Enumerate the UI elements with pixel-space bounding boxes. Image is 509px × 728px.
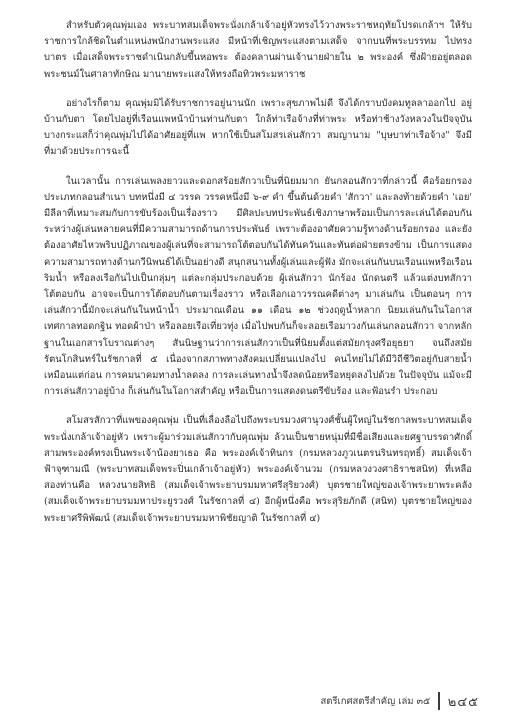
page-footer xyxy=(320,690,479,712)
article-body xyxy=(44,18,472,527)
paragraph: อย่างไรก็ตาม คุณพุ่มมิได้รับราชการอยู่นานนัก เพราะสุขภาพไม่ดี จึงได้กราบบังคมทูลลาออกไป อยู่บ้านกับตา โดยไปอยู่ที่เรือนแพหน้าบ้านท่านกับตา ใกล้ท่าเรือจ้างที่ท่าพระ หรือท่าช้างวังหลวงในปัจจุบัน บางกระแสก็ว่าคุณพุ่มไปได้อาศัยอยู่ที่แพ หากใช้เป็นสโมสรเล่นสักวา สมญานาม "บุษบาท่าเรือจ้าง" จึงมีที่มาด้วยประการฉะนี้ xyxy=(44,97,472,158)
paragraph: ในเวลานั้น การเล่นเพลงยาวและดอกสร้อยสักวาเป็นที่นิยมมาก ยันกลอนสักวาที่กล่าวนี้ คือร้อยกรองประเภทกลอนสำเนา บทหนึ่งมี ๔ วรรค วรรคหนึ่งมี ๖-๙ คำ ขึ้นต้นด้วยคำ 'สักวา' และลงท้ายด้วยคำ 'เอย' มีลีลาที่เหมาะสมกับการขับร้องเป็นเรื่องราว มีศิลปะบทประพันธ์เชิงภาษาพร้อมเป็นการละเล่นได้ตอบกันระหว่างผู้เล่นหลายคนที่มีความสามารถด้านการประพันธ์ เพราะต้องอาศัยความรู้ทางด้านร้อยกรอง และยังต้องอาศัยไหวพริบปฏิภาณของผู้เล่นที่จะสามารถโต้ตอบกันได้ทันควันและทันต่อฝ่ายตรงข้าม เป็นการแสดงความสามารถทางด้านกวีนิพนธ์ได้เป็นอย่างดี สนุกสนานทั้งผู้เล่นและผู้ฟัง มักจะเล่นกันบนเรือนแพหรือเรือนริมน้ำ หรือลงเรือกันไปเป็นกลุ่มๆ แต่ละกลุ่มประกอบด้วย ผู้เล่นสักวา นักร้อง นักดนตรี แล้วแต่งบทสักวาโต้ตอบกัน อาจจะเป็นการโต้ตอบกันตามเรื่องราว หรือเลือกเอาวรรณคดีต่างๆ มาเล่นกัน เป็นตอนๆ การเล่นสักวานี้มักจะเล่นกันในหน้าน้ำ ประมาณเดือน ๑๑ เดือน ๑๒ ช่วงฤดูน้ำหลาก นิยมเล่นกันในโอกาสเทศกาลทอดกฐิน ทอดผ้าป่า หรือลอยเรือเที่ยวทุ่ง เมื่อไปพบกันก็จะลอยเรือมาวงกันเล่นกลอนสักวา จากหลักฐานในเอกสารโบราณต่างๆ สันนิษฐานว่าการเล่นสักวาเป็นที่นิยมตั้งแต่สมัยกรุงศรีอยุธยา จนถึงสมัยรัตนโกสินทร์ในรัชกาลที่ ๕ เนื่องจากสภาพทางสังคมเปลี่ยนแปลงไป คนไทยไม่ได้มีวิถีชีวิตอยู่กับสายน้ำเหมือนแต่ก่อน การคมนาคมทางน้ำลดลง การละเล่นทางน้ำจึงลดน้อยหรือหยุดลงไปด้วย ในปัจจุบัน แม้จะมีการเล่นสักวาอยู่บ้าง ก็เล่นกันในโอกาสสำคัญ หรือเป็นการแสดงดนตรีขับร้อง และฟ้อนรำ ประกอบ xyxy=(44,175,472,398)
footer-book-title: สตรีเกศสตรีสำคัญ เล่ม ๓๕ xyxy=(320,695,431,707)
page-number: ๒๔๕ xyxy=(447,694,479,710)
paragraph: สโมสรสักวาที่แพของคุณพุ่ม เป็นที่เลื่องลือไปถึงพระบรมวงศานุวงศ์ชั้นผู้ใหญ่ในรัชกาลพระบาทสมเด็จพระนั่งเกล้าเจ้าอยู่หัว เพราะผู้มาร่วมเล่นสักวากับคุณพุ่ม ล้วนเป็นชายหนุ่มที่มีชื่อเสียงและยศฐาบรรดาศักดิ์ สามพระองค์ทรงเป็นพระเจ้าน้องยาเธอ คือ พระองค์เจ้าทินกร (กรมหลวงภูวเนตรนรินทรฤทธิ์) สมเด็จเจ้าฟ้าจุฑามณี (พระบาทสมเด็จพระปิ่นเกล้าเจ้าอยู่หัว) พระองค์เจ้านวม (กรมหลวงวงศาธิราชสนิท) ที่เหลือสองท่านคือ หลวงนายสิทธิ (สมเด็จเจ้าพระยาบรมมหาศรีสุริยวงศ์) บุตรชายใหญ่ของเจ้าพระยาพระคลัง (สมเด็จเจ้าพระยาบรมมหาประยูรวงศ์ ในรัชกาลที่ ๔) อีกผู้หนึ่งคือ พระสุริยภักดี (สนิท) บุตรชายใหญ่ของพระยาศรีพิพัฒน์ (สมเด็จเจ้าพระยาบรมมหาพิชัยญาติ ในรัชกาลที่ ๔) xyxy=(44,415,472,524)
paragraph: สำหรับตัวคุณพุ่มเอง พระบาทสมเด็จพระนั่งเกล้าเจ้าอยู่หัวทรงไว้วางพระราชหฤทัยโปรดเกล้าฯ ให้รับราชการใกล้ชิดในตำแหน่งพนักงานพระแสง มีหน้าที่เชิญพระแสงตามเสด็จ จากบนที่พระบรรทม ไปทรงบาตร เมื่อเสด็จพระราชดำเนินกลับขึ้นหอพระ ต้องคลานผ่านเจ้านายฝ่ายใน ๒ พระองค์ ซึ่งฝ้ายอยู่ตลอดพระชนม์ในศาลาทักษิณ มานายพระแสงให้ทรงถือทิวพระมหาราช xyxy=(44,20,472,80)
footer-divider xyxy=(438,692,440,710)
